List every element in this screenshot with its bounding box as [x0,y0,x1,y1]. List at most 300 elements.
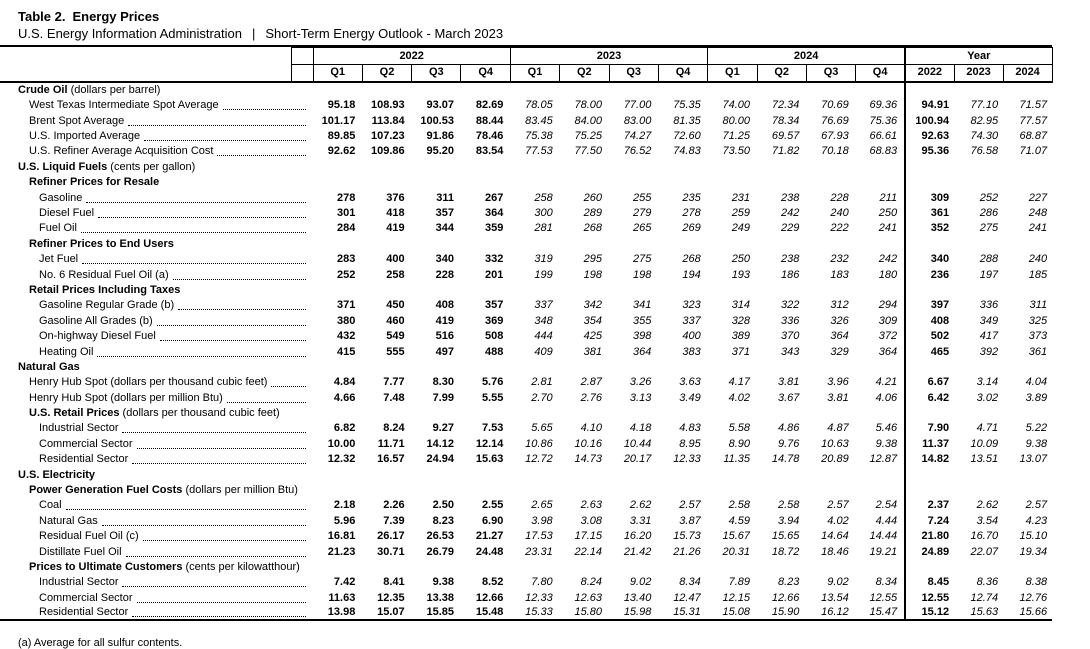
value-cell: 15.63 [954,605,1003,620]
row-label [0,605,313,620]
value-cell: 12.87 [869,453,898,466]
value-cell: 2.37 [905,497,954,512]
column-header: Q3 [609,65,658,82]
value-cell [609,559,658,574]
value-cell [313,82,362,97]
value-cell [1003,466,1052,481]
section-header-row [0,405,1052,420]
row-label-text-wrap [39,330,309,343]
dotted-leader [271,386,306,387]
value-cell: 24.89 [905,543,954,558]
value-cell: 198 [583,268,603,281]
value-cell: 2.76 [580,391,603,404]
table-title: Energy Prices [72,9,160,24]
value-cell: 238 [781,253,800,266]
value-cell [461,82,510,97]
value-cell: 4.86 [777,422,800,435]
value-cell: 4.84 [333,376,356,389]
col-group-header: 2024 [708,48,905,65]
value-cell [461,482,510,497]
value-cell: 2.58 [728,499,751,512]
value-cell [905,174,954,189]
value-cell [708,405,757,420]
dotted-leader [178,309,306,310]
value-cell: 229 [781,222,800,235]
value-cell [313,482,362,497]
value-cell [1003,174,1052,189]
value-cell [905,405,954,420]
value-cell: 12.33 [525,591,553,604]
section-header-row [0,235,1052,250]
value-cell: 340 [905,251,954,266]
value-cell: 15.66 [1003,605,1052,620]
column-header: Q3 [806,65,855,82]
value-cell [510,466,559,481]
value-cell: 497 [435,345,454,358]
value-cell: 16.20 [623,530,652,543]
value-cell: 15.98 [609,605,658,620]
value-cell: 107.23 [371,130,405,143]
value-cell: 10.16 [574,437,603,450]
value-cell: 260 [583,191,603,204]
value-cell: 3.49 [679,391,701,404]
value-cell: 8.34 [679,576,701,589]
value-cell: 2.26 [383,499,405,512]
value-cell: 21.23 [327,545,356,558]
value-cell [362,559,411,574]
value-cell: 255 [632,191,652,204]
dotted-leader [160,340,306,341]
row-label [0,112,313,127]
value-cell: 70.69 [821,99,849,112]
value-cell [412,282,461,297]
section-header-row [0,158,1052,173]
value-cell [461,174,510,189]
value-cell: 12.72 [525,453,553,466]
value-cell [954,174,1003,189]
value-cell [362,82,411,97]
row-label-text-wrap [39,499,309,512]
column-header: Q4 [658,65,707,82]
value-cell: 101.17 [321,114,356,127]
column-header: Q2 [362,65,411,82]
value-cell [560,482,609,497]
value-cell: 100.53 [420,114,454,127]
value-cell: 72.34 [771,99,800,112]
row-label [0,158,313,173]
value-cell: 419 [386,222,405,235]
table-row [0,497,1052,512]
column-header: Q1 [313,65,362,82]
row-label [0,235,313,250]
value-cell: 74.83 [673,145,701,158]
dotted-leader [126,556,306,557]
value-cell: 15.85 [412,605,461,620]
value-cell: 3.26 [629,376,652,389]
value-cell: 74.30 [970,130,999,143]
value-cell [510,235,559,250]
value-cell: 13.98 [313,605,362,620]
row-label-text-wrap [39,453,309,466]
value-cell: 77.10 [970,99,999,112]
value-cell [806,466,855,481]
row-label-text-wrap [39,346,309,359]
value-cell: 278 [336,191,356,204]
value-cell [560,405,609,420]
value-cell [560,359,609,374]
value-cell: 371 [731,345,751,358]
value-cell: 113.84 [371,114,405,127]
value-cell: 17.15 [574,530,603,543]
value-cell: 372 [878,330,898,343]
value-cell: 8.36 [976,576,999,589]
value-cell: 9.38 [1025,437,1048,450]
column-header: Q2 [560,65,609,82]
value-cell [362,158,411,173]
value-cell [510,559,559,574]
value-cell: 328 [731,314,751,327]
value-cell: 373 [1028,330,1048,343]
value-cell: 180 [878,268,898,281]
value-cell: 77.57 [1019,114,1048,127]
value-cell [510,359,559,374]
table-row [0,389,1052,404]
value-cell: 397 [905,297,954,312]
value-cell: 68.87 [1019,130,1048,143]
value-cell: 7.89 [728,576,751,589]
value-cell: 10.63 [821,437,849,450]
value-cell: 4.87 [827,422,849,435]
value-cell: 516 [435,330,454,343]
dotted-leader [137,448,306,449]
value-cell: 332 [485,253,504,266]
report-page [0,9,1090,649]
row-label [0,251,313,266]
table-row [0,112,1052,127]
value-cell [609,174,658,189]
row-label [0,220,313,235]
value-cell: 2.63 [580,499,603,512]
value-cell [412,405,461,420]
value-cell: 15.90 [757,605,806,620]
value-cell: 549 [386,330,405,343]
value-cell: 344 [435,222,454,235]
value-cell: 15.12 [905,605,954,620]
value-cell: 398 [632,330,652,343]
value-cell: 6.90 [481,514,504,527]
value-cell: 69.36 [869,99,898,112]
value-cell [313,359,362,374]
value-cell: 325 [1028,314,1048,327]
value-cell: 69.57 [771,130,800,143]
value-cell [461,559,510,574]
value-cell [954,282,1003,297]
value-cell: 71.25 [722,130,751,143]
value-cell [757,282,806,297]
value-cell: 340 [435,253,454,266]
value-cell: 4.71 [976,422,999,435]
value-cell [658,466,707,481]
value-cell: 6.42 [905,389,954,404]
value-cell: 354 [583,314,603,327]
value-cell: 68.83 [869,145,898,158]
row-label [0,466,313,481]
value-cell: 91.86 [426,130,454,143]
row-label-text-wrap [29,130,309,143]
value-cell: 11.37 [905,435,954,450]
value-cell [412,559,461,574]
value-cell [560,158,609,173]
row-label-text-wrap [29,145,309,158]
value-cell: 11.71 [377,437,405,450]
value-cell [313,235,362,250]
row-label-text-wrap [29,99,309,112]
value-cell [708,559,757,574]
value-cell: 228 [435,268,454,281]
value-cell: 15.48 [461,605,510,620]
value-cell: 9.38 [875,437,898,450]
value-cell: 11.35 [723,453,751,466]
row-label-text: Industrial Sector [39,576,119,589]
value-cell: 337 [534,299,553,312]
value-cell [461,282,510,297]
report-name: Short-Term Energy Outlook - March 2023 [265,26,504,41]
value-cell: 199 [534,268,553,281]
row-label-text-wrap [39,192,309,205]
value-cell: 21.80 [905,528,954,543]
value-cell [658,282,707,297]
energy-prices-table [0,47,1053,621]
section-header-row [0,482,1052,497]
value-cell [609,359,658,374]
table-row [0,266,1052,281]
value-cell [1003,405,1052,420]
value-cell [856,235,905,250]
value-cell: 109.86 [371,145,405,158]
value-cell [362,466,411,481]
value-cell [757,174,806,189]
value-cell [658,235,707,250]
value-cell: 13.54 [821,591,849,604]
row-label-text-wrap [39,576,309,589]
value-cell: 2.62 [629,499,652,512]
value-cell: 20.89 [821,453,849,466]
value-cell [362,282,411,297]
row-label-text-wrap [39,515,309,528]
table-row [0,528,1052,543]
table-row [0,605,1052,620]
row-label [0,420,313,435]
value-cell [362,359,411,374]
value-cell [412,158,461,173]
value-cell: 8.23 [777,576,800,589]
value-cell: 2.62 [976,499,999,512]
value-cell: 78.00 [574,99,603,112]
table-number: Table 2. [18,9,66,24]
value-cell: 2.87 [580,376,603,389]
dotted-leader [66,509,306,510]
row-label-text: Diesel Fuel [39,207,95,220]
value-cell [905,282,954,297]
value-cell [757,82,806,97]
value-cell: 240 [830,207,849,220]
value-cell: 82.69 [475,99,504,112]
value-cell: 3.13 [629,391,652,404]
row-label [0,528,313,543]
row-label [0,143,313,158]
row-label-text-wrap [39,222,309,235]
value-cell [510,482,559,497]
value-cell: 258 [534,191,553,204]
value-cell: 265 [632,222,652,235]
row-label [0,512,313,527]
value-cell: 364 [485,207,504,220]
value-cell: 211 [879,191,898,204]
value-cell [658,82,707,97]
value-cell: 15.73 [673,530,701,543]
section-header-row [0,359,1052,374]
value-cell: 381 [583,345,603,358]
value-cell [954,235,1003,250]
value-cell [905,359,954,374]
value-cell: 21.27 [475,530,504,543]
value-cell: 14.12 [426,437,454,450]
value-cell: 4.44 [875,514,898,527]
value-cell: 92.63 [905,128,954,143]
value-cell: 249 [731,222,751,235]
value-cell: 465 [905,343,954,358]
value-cell: 83.45 [525,114,553,127]
value-cell: 409 [534,345,553,358]
dotted-leader [143,540,306,541]
value-cell: 5.46 [875,422,898,435]
value-cell: 4.66 [333,391,356,404]
value-cell: 15.08 [708,605,757,620]
value-cell: 250 [731,253,751,266]
value-cell: 12.33 [673,453,701,466]
value-cell [905,559,954,574]
value-cell: 22.14 [574,545,603,558]
value-cell: 10.09 [970,437,999,450]
section-header-row [0,282,1052,297]
value-cell: 10.86 [525,437,553,450]
row-label-text-wrap [39,253,309,266]
value-cell [609,482,658,497]
value-cell: 15.63 [475,453,504,466]
value-cell: 8.34 [875,576,898,589]
value-cell: 15.80 [560,605,609,620]
value-cell [510,405,559,420]
value-cell [757,359,806,374]
value-cell [609,466,658,481]
column-header: 2023 [954,65,1003,82]
value-cell: 201 [485,268,504,281]
value-cell: 283 [336,253,356,266]
subtitle-divider: | [252,26,256,41]
value-cell: 342 [583,299,603,312]
value-cell: 14.78 [771,453,800,466]
value-cell: 2.18 [333,499,356,512]
value-cell [313,174,362,189]
row-label [0,359,313,374]
value-cell: 294 [878,299,898,312]
value-cell: 415 [336,345,356,358]
row-label [0,574,313,589]
value-cell [905,158,954,173]
value-cell [806,359,855,374]
section-unit: (cents per kilowatthour) [182,561,300,573]
value-cell: 4.06 [875,391,898,404]
value-cell: 6.82 [333,422,356,435]
value-cell [560,282,609,297]
value-cell: 9.38 [432,576,454,589]
value-cell [609,235,658,250]
value-cell: 268 [583,222,603,235]
table-row [0,435,1052,450]
value-cell [708,282,757,297]
row-label-text-wrap [39,207,309,220]
value-cell: 18.72 [771,545,800,558]
value-cell [856,174,905,189]
value-cell [658,559,707,574]
dotted-leader [223,109,306,110]
value-cell: 77.50 [574,145,603,158]
value-cell [806,559,855,574]
value-cell: 352 [905,220,954,235]
value-cell [560,174,609,189]
value-cell: 73.50 [722,145,751,158]
row-label-text: Gasoline [39,191,83,204]
value-cell: 14.64 [821,530,849,543]
value-cell: 369 [485,314,504,327]
row-label-text: U.S. Refiner Average Acquisition Cost [29,145,214,158]
row-label-text: Heating Oil [39,345,94,358]
value-cell: 326 [830,314,849,327]
value-cell: 21.26 [673,545,701,558]
value-cell: 238 [781,191,800,204]
value-cell [609,405,658,420]
section-title: U.S. Liquid Fuels [18,160,108,173]
value-cell: 3.81 [827,391,849,404]
value-cell: 329 [830,345,849,358]
value-cell: 450 [386,299,405,312]
section-title: Prices to Ultimate Customers [29,561,183,573]
value-cell [708,359,757,374]
value-cell: 18.46 [821,545,849,558]
value-cell: 267 [485,191,504,204]
value-cell: 78.34 [771,114,800,127]
table-row [0,128,1052,143]
value-cell: 100.94 [905,112,954,127]
section-header-row [0,82,1052,97]
value-cell: 12.66 [771,591,800,604]
value-cell: 8.23 [432,514,454,527]
value-cell: 4.04 [1025,376,1048,389]
value-cell: 242 [781,207,800,220]
value-cell: 259 [731,207,751,220]
value-cell: 3.98 [531,514,553,527]
value-cell [708,466,757,481]
dotted-leader [217,155,306,156]
value-cell: 488 [485,345,504,358]
value-cell: 12.32 [327,453,356,466]
value-cell: 9.02 [629,576,652,589]
value-cell: 21.42 [623,545,652,558]
value-cell [362,174,411,189]
value-cell: 13.07 [1019,453,1048,466]
row-label-text-wrap [29,376,309,389]
value-cell: 8.95 [679,437,701,450]
